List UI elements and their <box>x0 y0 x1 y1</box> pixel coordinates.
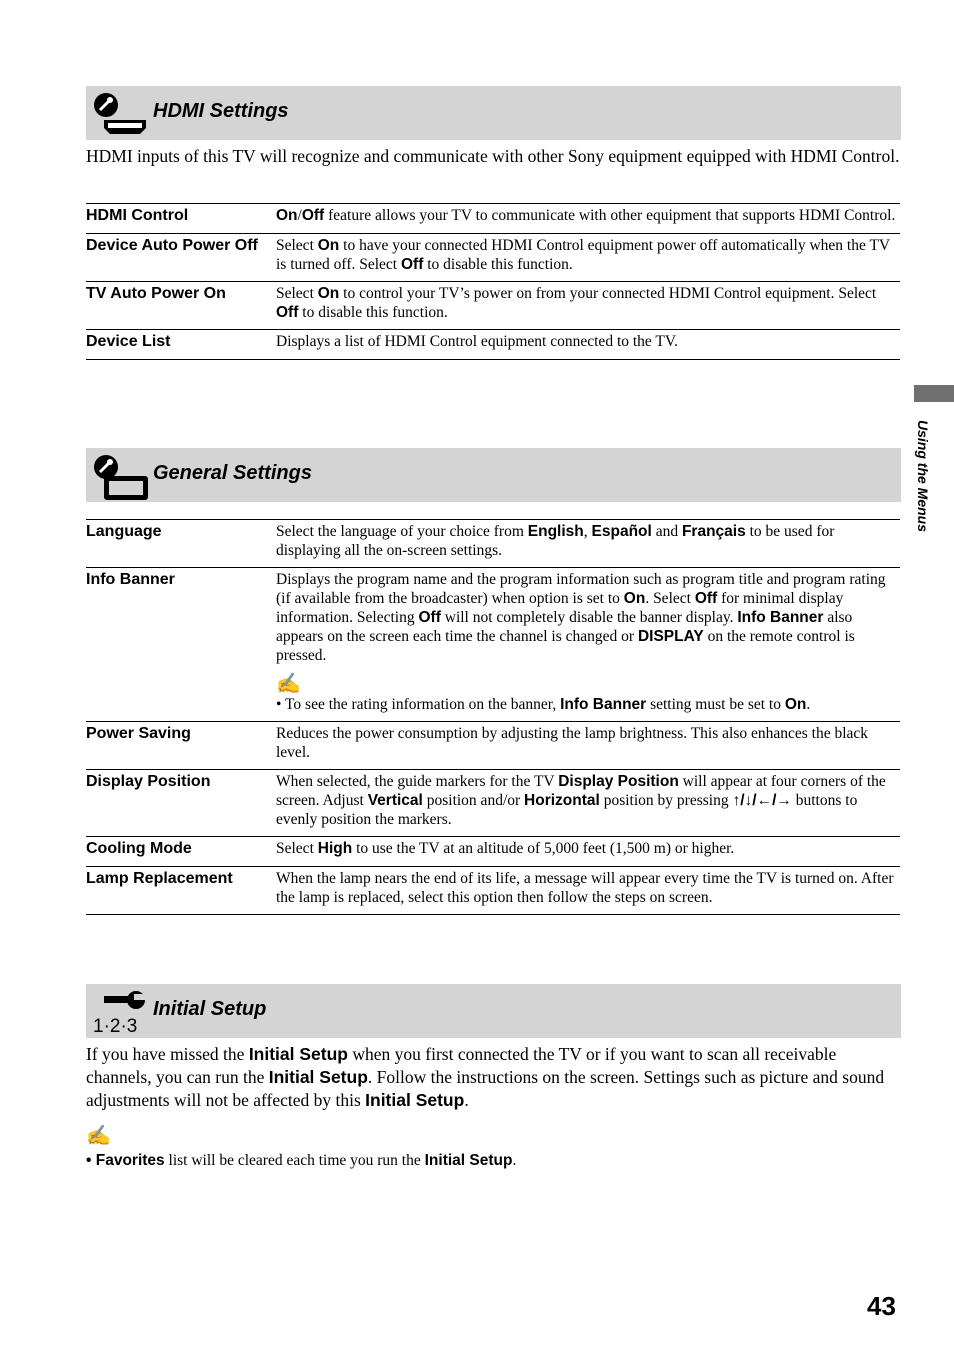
general-settings-table <box>86 519 900 915</box>
initial-setup-header <box>86 984 901 1038</box>
hdmi-settings-header <box>86 86 901 140</box>
setting-desc: Select On to have your connected HDMI Control equipment power off automatically when the TV is turned off. Select Off to disable this function. <box>276 234 900 282</box>
general-settings-header <box>86 448 901 502</box>
setting-name: Lamp Replacement <box>86 867 276 915</box>
setting-name: Device Auto Power Off <box>86 234 276 282</box>
table-row <box>86 234 900 282</box>
setting-desc: Select High to use the TV at an altitude of 5,000 feet (1,500 m) or higher. <box>276 837 900 867</box>
side-section-label: Using the Menus <box>915 420 931 533</box>
setting-name: Info Banner <box>86 568 276 722</box>
setting-desc: Displays the program name and the program information such as program title and program rating (if available from the broadcaster) when option is set to On. Select Off for minimal display information. Selecting Off will not completely disable the banner display. Info Banner also appears on the screen each time the channel is changed or DISPLAY on the remote control is pressed. ✍ • To see the rating information on the banner, Info Banner setting must be set to On. <box>276 568 900 722</box>
table-row <box>86 204 900 234</box>
arrow-buttons-icon: ↑/↓/←/→ <box>732 792 792 809</box>
setting-name: TV Auto Power On <box>86 282 276 330</box>
setting-desc: When selected, the guide markers for the TV Display Position will appear at four corners of the screen. Adjust Vertical position and/or Horizontal position by pressing ↑/↓/←/→ buttons to evenly position the markers. <box>276 770 900 837</box>
setting-desc: Displays a list of HDMI Control equipment connected to the TV. <box>276 330 900 360</box>
initial-setup-title: Initial Setup <box>153 998 267 1020</box>
general-settings-title: General Settings <box>153 462 312 484</box>
setting-desc: On/Off feature allows your TV to communicate with other equipment that supports HDMI Control. <box>276 204 900 234</box>
note-text: • To see the rating information on the banner, Info Banner setting must be set to On. <box>276 696 811 713</box>
hdmi-intro: HDMI inputs of this TV will recognize and communicate with other Sony equipment equipped with HDMI Control. <box>86 146 900 166</box>
note-pencil-icon: ✍ <box>86 1125 111 1147</box>
setting-name: Display Position <box>86 770 276 837</box>
setting-desc: Select On to control your TV’s power on from your connected HDMI Control equipment. Select Off to disable this function. <box>276 282 900 330</box>
setting-name: Device List <box>86 330 276 360</box>
setting-desc: Select the language of your choice from English, Español and Français to be used for displaying all the on-screen settings. <box>276 520 900 568</box>
page-number: 43 <box>867 1291 896 1321</box>
svg-text:1·2·3: 1·2·3 <box>93 1016 138 1036</box>
note-pencil-icon: ✍ <box>276 673 301 695</box>
hdmi-settings-title: HDMI Settings <box>153 100 289 122</box>
initial-setup-text: If you have missed the Initial Setup when you first connected the TV or if you want to scan all receivable channels, you can run the Initial Setup. Follow the instructions on the screen. Settings such as picture and sound adjustments will not be affected by this Initial Setup. <box>86 1044 885 1110</box>
table-row <box>86 568 900 722</box>
table-row <box>86 770 900 837</box>
initial-note-text: • Favorites list will be cleared each time you run the Initial Setup. <box>86 1152 517 1169</box>
table-row <box>86 282 900 330</box>
table-row <box>86 867 900 915</box>
hdmi-settings-table <box>86 203 900 360</box>
setting-name: Language <box>86 520 276 568</box>
table-row <box>86 722 900 770</box>
setting-name: Power Saving <box>86 722 276 770</box>
wrench-hdmi-icon <box>90 90 150 143</box>
setting-name: HDMI Control <box>86 204 276 234</box>
setting-desc: When the lamp nears the end of its life, a message will appear every time the TV is turned on. After the lamp is replaced, select this option then follow the steps on screen. <box>276 867 900 915</box>
side-tab-marker <box>914 385 954 402</box>
table-row <box>86 330 900 360</box>
table-row <box>86 520 900 568</box>
setting-name: Cooling Mode <box>86 837 276 867</box>
setting-desc: Reduces the power consumption by adjusting the lamp brightness. This also enhances the black level. <box>276 722 900 770</box>
table-row <box>86 837 900 867</box>
wrench-123-icon <box>90 988 150 1041</box>
wrench-screen-icon <box>90 452 150 505</box>
